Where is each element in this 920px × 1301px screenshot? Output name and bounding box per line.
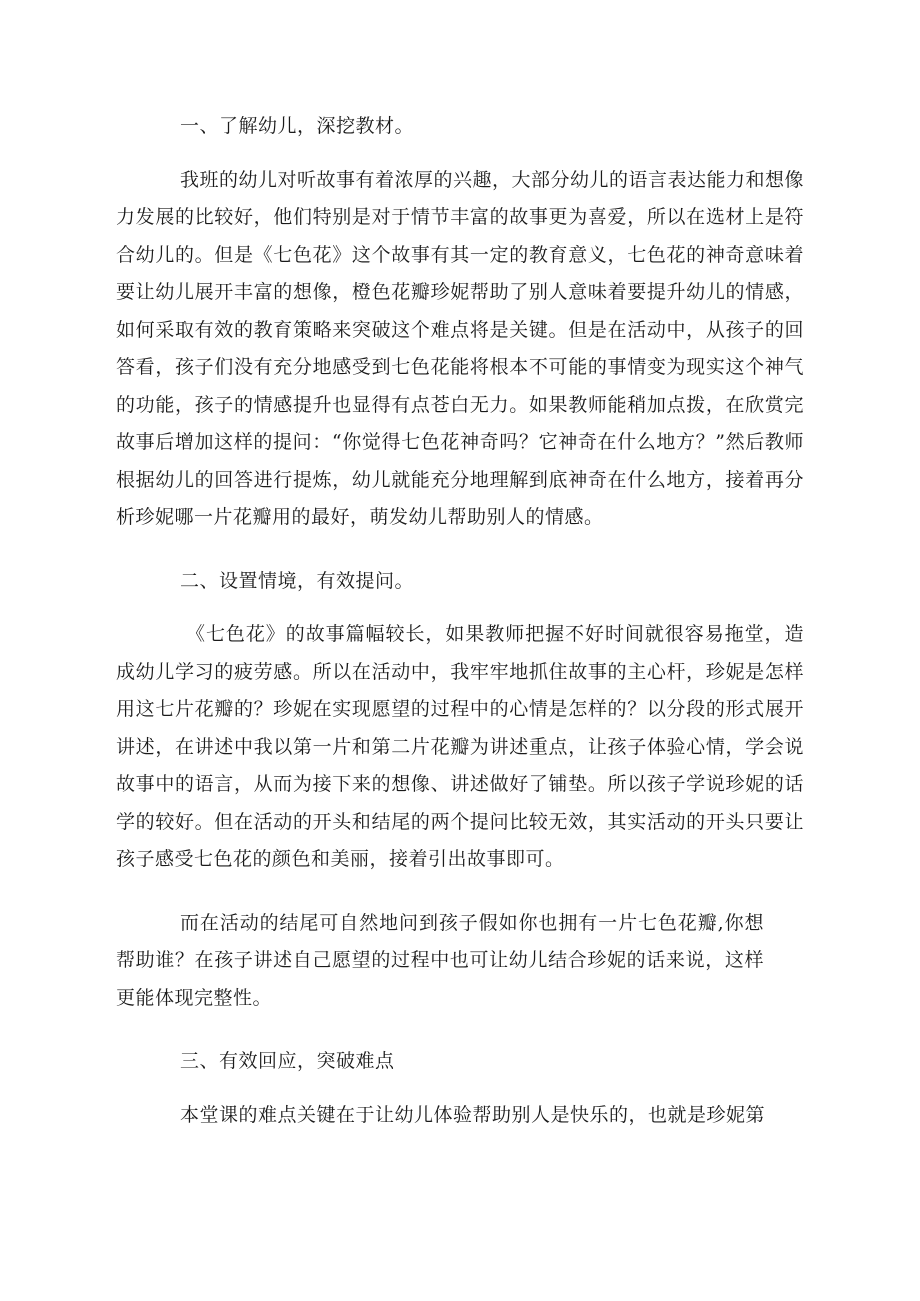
section-3-paragraph-1: 本堂课的难点关键在于让幼儿体验帮助别人是快乐的，也就是珍妮第 bbox=[180, 1103, 766, 1126]
section-2-paragraph-1: 《七色花》的故事篇幅较长，如果教师把握不好时间就很容易拖堂，造成幼儿学习的疲劳感。所以在活动中，我牢牢地抓住故事的主心杆，珍妮是怎样用这七片花瓣的？珍妮在实现愿望的过程中的心情是怎样的？以分段的形式展开讲述，在讲述中我以第一片和第二片花瓣为讲述重点，让孩子体验心情，学会说故事中的语言，从而为接下来的想像、讲述做好了铺垫。所以孩子学说珍妮的话学的较好。但在活动的开头和结尾的两个提问比较无效，其实活动的开头只要让孩子感受七色花的颜色和美丽，接着引出故事即可。 bbox=[116, 623, 804, 870]
section-2-paragraph-2: 而在活动的结尾可自然地问到孩子假如你也拥有一片七色花瓣,你想帮助谁？在孩子讲述自己愿望的过程中也可让幼儿结合珍妮的话来说，这样更能体现完整性。 bbox=[116, 911, 764, 1009]
section-heading-3: 三、有效回应，突破难点 bbox=[180, 1050, 395, 1072]
section-1-paragraph-1: 我班的幼儿对听故事有着浓厚的兴趣，大部分幼儿的语言表达能力和想像力发展的比较好，他们特别是对于情节丰富的故事更为喜爱，所以在选材上是符合幼儿的。但是《七色花》这个故事有其一定的教育意义，七色花的神奇意味着要让幼儿展开丰富的想像，橙色花瓣珍妮帮助了别人意味着要提升幼儿的情感，如何采取有效的教育策略来突破这个难点将是关键。但是在活动中，从孩子的回答看，孩子们没有充分地感受到七色花能将根本不可能的事情变为现实这个神气的功能，孩子的情感提升也显得有点苍白无力。如果教师能稍加点拨，在欣赏完故事后增加这样的提问：“你觉得七色花神奇吗？它神奇在什么地方？”然后教师根据幼儿的回答进行提炼，幼儿就能充分地理解到底神奇在什么地方，接着再分析珍妮哪一片花瓣用的最好，萌发幼儿帮助别人的情感。 bbox=[116, 168, 805, 528]
section-heading-1: 一、了解幼儿，深挖教材。 bbox=[180, 115, 415, 137]
section-heading-2: 二、设置情境，有效提问。 bbox=[180, 569, 415, 592]
